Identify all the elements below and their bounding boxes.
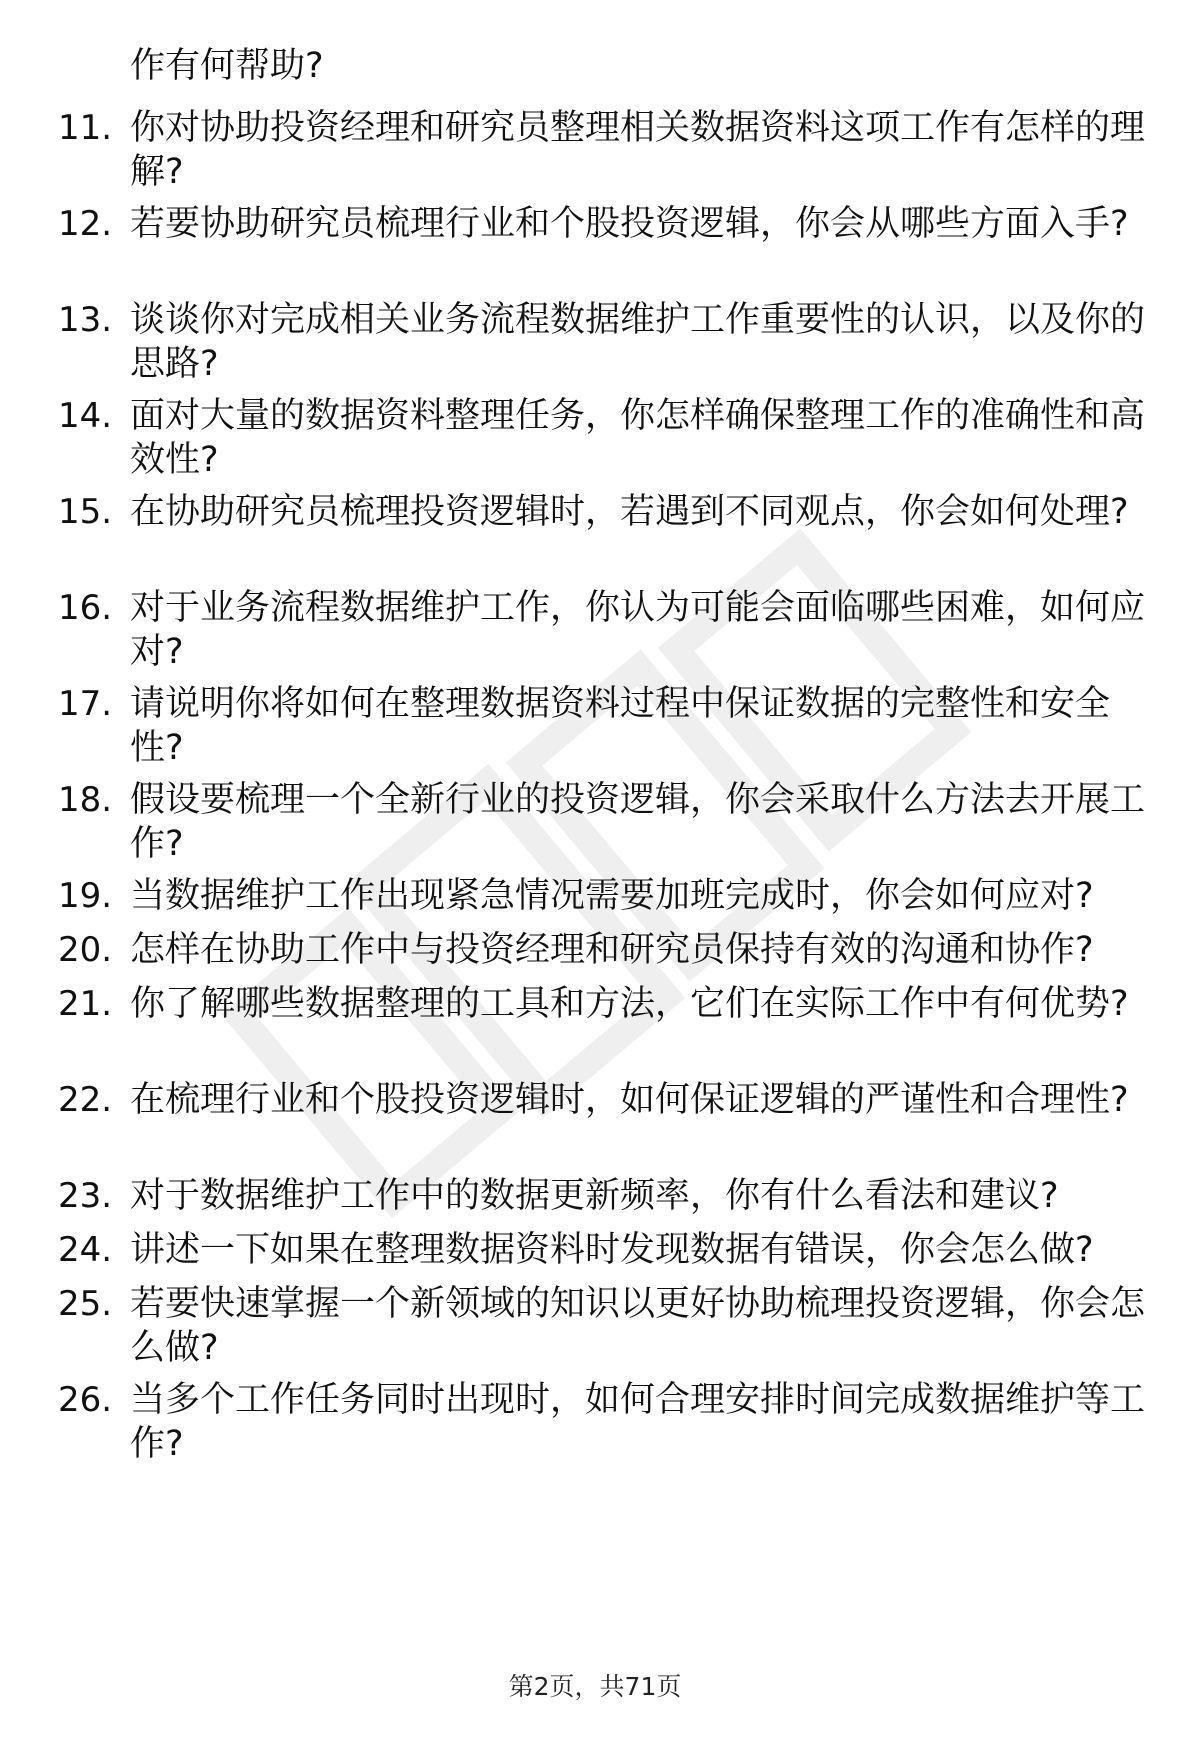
question-number: 24. [58, 1230, 113, 1270]
question-text: 你了解哪些数据整理的工具和方法，它们在实际工作中有何优势? [130, 984, 1129, 1024]
question-number: 12. [58, 204, 113, 244]
question-text: 当数据维护工作出现紧急情况需要加班完成时，你会如何应对? [130, 876, 1094, 916]
question-text: 若要快速掌握一个新领域的知识以更好协助梳理投资逻辑，你会怎么做? [130, 1284, 1146, 1368]
question-text: 请说明你将如何在整理数据资料过程中保证数据的完整性和安全性? [130, 684, 1111, 768]
question-number: 15. [58, 492, 113, 532]
question-number: 23. [58, 1176, 113, 1216]
question-text: 若要协助研究员梳理行业和个股投资逻辑，你会从哪些方面入手? [130, 204, 1129, 244]
question-text: 面对大量的数据资料整理任务，你怎样确保整理工作的准确性和高效性? [130, 396, 1146, 480]
question-number: 11. [58, 108, 113, 148]
question-text: 在协助研究员梳理投资逻辑时，若遇到不同观点，你会如何处理? [130, 492, 1129, 532]
question-number: 22. [58, 1080, 113, 1120]
question-number: 26. [58, 1380, 113, 1420]
continuation-text: 作有何帮助? [130, 46, 324, 86]
question-number: 21. [58, 984, 113, 1024]
question-number: 20. [58, 930, 113, 970]
question-text: 怎样在协助工作中与投资经理和研究员保持有效的沟通和协作? [130, 930, 1094, 970]
question-number: 14. [58, 396, 113, 436]
question-text: 你对协助投资经理和研究员整理相关数据资料这项工作有怎样的理解? [130, 108, 1146, 192]
question-number: 13. [58, 300, 113, 340]
question-text: 在梳理行业和个股投资逻辑时，如何保证逻辑的严谨性和合理性? [130, 1080, 1129, 1120]
question-number: 17. [58, 684, 113, 724]
page-footer: 第2页，共71页 [508, 1672, 682, 1701]
question-number: 16. [58, 588, 113, 628]
question-number: 19. [58, 876, 113, 916]
question-text: 对于业务流程数据维护工作，你认为可能会面临哪些困难，如何应对? [130, 588, 1146, 672]
question-text: 当多个工作任务同时出现时，如何合理安排时间完成数据维护等工作? [130, 1380, 1146, 1464]
question-text: 谈谈你对完成相关业务流程数据维护工作重要性的认识，以及你的思路? [130, 300, 1146, 384]
question-number: 25. [58, 1284, 113, 1324]
question-text: 假设要梳理一个全新行业的投资逻辑，你会采取什么方法去开展工作? [130, 780, 1146, 864]
question-text: 对于数据维护工作中的数据更新频率，你有什么看法和建议? [130, 1176, 1059, 1216]
question-number: 18. [58, 780, 113, 820]
question-text: 讲述一下如果在整理数据资料时发现数据有错误，你会怎么做? [130, 1230, 1094, 1270]
